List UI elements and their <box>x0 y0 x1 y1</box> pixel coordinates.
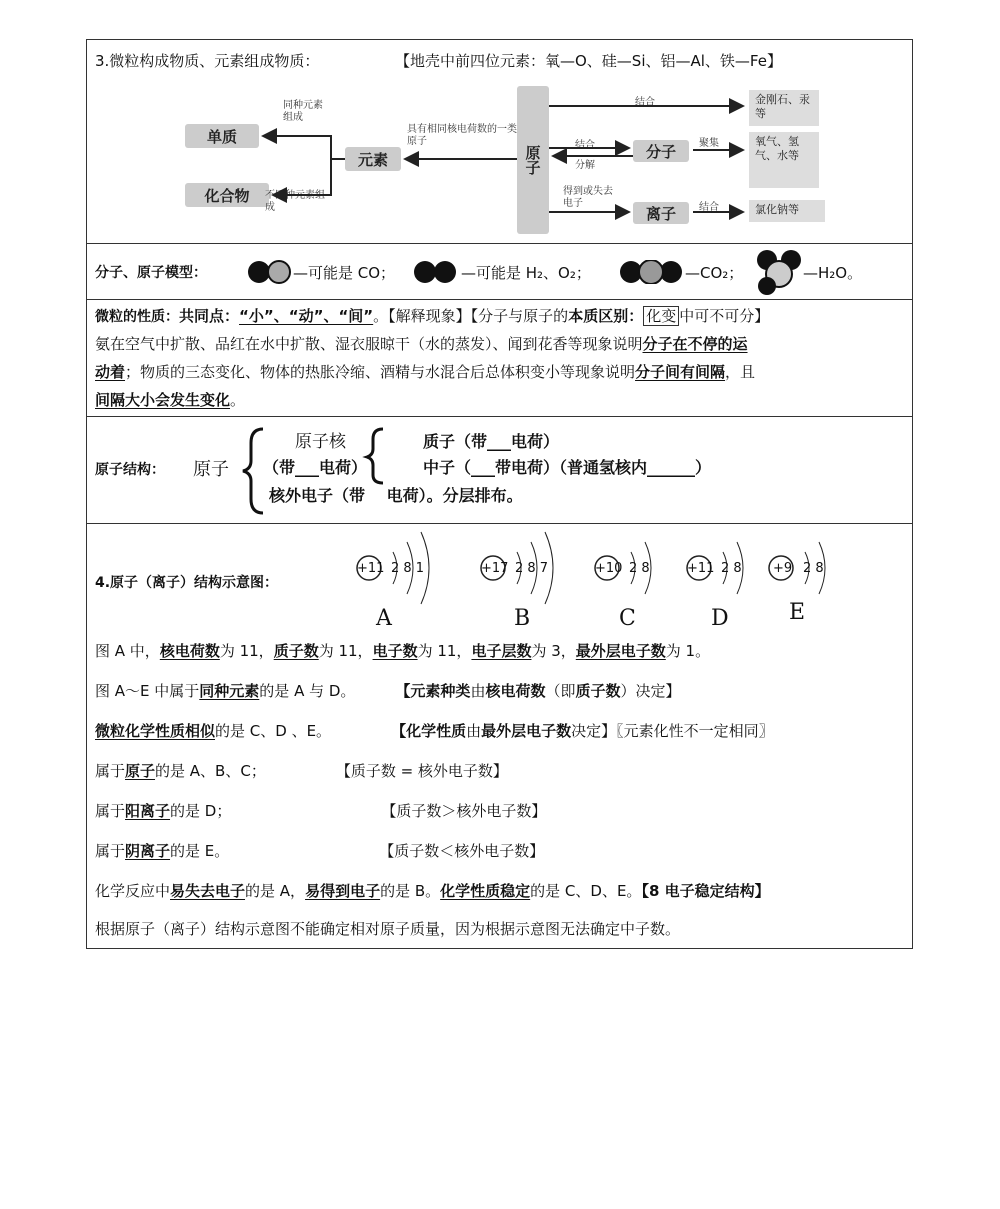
electrons: 核外电子（带 电荷）。分层排布。 <box>269 486 523 505</box>
diagram-arrows <box>87 40 914 244</box>
text: 的是 D； <box>170 802 232 820</box>
nuclear-charge: 核电荷数 <box>159 642 220 660</box>
cation: 阳离子 <box>125 802 171 820</box>
proton-count: 质子数 <box>575 682 621 700</box>
label-same-charge: 具有相同核电荷数的一类原子 <box>407 124 517 147</box>
line-cation <box>95 800 546 821</box>
text: 为 11， <box>417 642 472 660</box>
model-co: —可能是 CO； <box>293 264 396 282</box>
gap-conj: ，且 <box>725 363 756 381</box>
text: 的是 E。 <box>170 842 230 860</box>
element-type: 【元素种类 <box>395 682 471 700</box>
text: 的是 A、B、C； <box>155 762 266 780</box>
text: （即 <box>545 682 576 700</box>
section-properties <box>87 300 912 417</box>
text: 为 11， <box>219 642 274 660</box>
text: 化学反应中 <box>95 882 171 900</box>
element-box: 元素 <box>345 147 401 171</box>
diagram-label: B <box>514 606 531 631</box>
nuclear-charge: 核电荷数 <box>485 682 546 700</box>
nucleus-charge: +11 <box>687 561 715 576</box>
section-title: 4.原子（离子）结构示意图： <box>95 575 279 591</box>
essential-diff: 本质区别 <box>568 307 629 325</box>
text: 的是 A 与 D。 <box>259 682 356 700</box>
section-atom-structure <box>87 417 912 524</box>
nucleus-charge: +9 <box>773 561 793 576</box>
text: 由 <box>470 682 486 700</box>
text: 决定】〖元素化性不一定相同〗 <box>571 722 774 740</box>
text: 为 1。 <box>665 642 711 660</box>
co2-model-icon <box>619 260 685 284</box>
shell-electrons: 2 8 <box>803 561 824 576</box>
text: 由 <box>466 722 482 740</box>
nucleus-charge: +10 <box>595 561 623 576</box>
text: 的是 A， <box>245 882 306 900</box>
nucleus-charge: （带___电荷） <box>263 458 368 477</box>
label-decompose: 分解 <box>575 160 595 171</box>
molecules-moving-end: 动着 <box>95 363 126 381</box>
common-points: “小”、“动”、“间” <box>239 307 374 325</box>
atom-label: 原子 <box>193 459 229 480</box>
section-structure-diagrams <box>87 524 912 948</box>
nucleus-charge: +11 <box>357 561 385 576</box>
period: 。 <box>230 391 246 409</box>
product-nacl: 氯化钠等 <box>749 200 825 222</box>
section-title: 原子结构： <box>95 462 165 478</box>
compound-box: 化合物 <box>185 183 269 207</box>
line-atom <box>95 760 508 781</box>
text: 图 A～E 中属于 <box>95 682 200 700</box>
text: 的是 C、D、E。 <box>530 882 642 900</box>
nucleus: 原子核 <box>295 432 346 452</box>
h2o-model-icon <box>755 248 805 296</box>
molecule-gaps: 分子间有间隔 <box>635 363 726 381</box>
model-h2-o2: —可能是 H₂、O₂； <box>461 264 591 282</box>
text: ）决定】 <box>620 682 681 700</box>
proton-count: 质子数 <box>273 642 319 660</box>
properties-line-4 <box>95 386 245 414</box>
shell-electrons: 2 8 <box>629 561 650 576</box>
line-similar-properties <box>95 720 774 741</box>
gains-electrons: 易得到电子 <box>305 882 381 900</box>
gap-text: ；物质的三态变化、物体的热胀冷缩、酒精与水混合后总体积变小等现象说明 <box>125 363 636 381</box>
line-reactivity <box>95 880 770 901</box>
divisible-text: 中可不可分】 <box>679 307 770 325</box>
line-mass-note: 根据原子（离子）结构示意图不能确定相对原子质量，因为根据示意图无法确定中子数。 <box>95 920 681 938</box>
molecules-moving: 分子在不停的运 <box>642 335 748 353</box>
label-combine-1: 结合 <box>635 97 655 108</box>
rule: 【质子数 = 核外电子数】 <box>335 762 508 780</box>
anion: 阴离子 <box>125 842 171 860</box>
text: 属于 <box>95 762 126 780</box>
model-h2o: —H₂O。 <box>803 264 863 282</box>
shell-electrons: 2 8 1 <box>391 561 425 576</box>
proton: 质子（带___电荷） <box>423 432 560 451</box>
section-particles-elements <box>87 40 912 244</box>
atom: 原子 <box>125 762 156 780</box>
common-label: 共同点： <box>179 307 240 325</box>
shell-electrons: 2 8 <box>721 561 742 576</box>
text: 的是 B。 <box>380 882 441 900</box>
section-title: 分子、原子模型： <box>95 265 207 281</box>
outer-electrons: 最外层电子数 <box>481 722 572 740</box>
section-models <box>87 244 912 300</box>
text: 为 11， <box>318 642 373 660</box>
shell-electrons: 2 8 7 <box>515 561 549 576</box>
diagram-label: E <box>789 600 806 625</box>
neutron: 中子（___带电荷）（普通氢核内______） <box>423 458 712 477</box>
rule: 【质子数＜核外电子数】 <box>379 842 545 860</box>
text: 属于 <box>95 842 126 860</box>
rule: 【质子数＞核外电子数】 <box>381 802 547 820</box>
nucleus-charge: +17 <box>481 561 509 576</box>
label-gather: 聚集 <box>699 138 719 149</box>
properties-line-1 <box>95 302 769 331</box>
electron-count: 电子数 <box>372 642 418 660</box>
octet-rule: 【8 电子稳定结构】 <box>641 882 770 900</box>
elemental-box: 单质 <box>185 124 259 148</box>
atom-box: 原子 <box>517 86 549 234</box>
label-combine-3: 结合 <box>699 202 719 213</box>
text: 为 3， <box>531 642 576 660</box>
diagram-label: A <box>376 606 392 631</box>
section-title: 微粒的性质： <box>95 309 179 325</box>
line-same-element <box>95 680 681 701</box>
label-combine-2: 结合 <box>575 140 595 151</box>
same-element: 同种元素 <box>199 682 260 700</box>
diagram-label: D <box>711 606 729 631</box>
text: 图 A 中， <box>95 642 160 660</box>
shell-count: 电子层数 <box>471 642 532 660</box>
label-gain-lose: 得到或失去电子 <box>563 186 613 209</box>
text: 的是 C、D 、E。 <box>215 722 332 740</box>
explain-text: 。【解释现象】【分子与原子的 <box>373 307 569 325</box>
label-diff-kind: 不同种元素组成 <box>265 190 325 213</box>
chemical-properties: 【化学性质 <box>391 722 467 740</box>
gap-changes: 间隔大小会发生变化 <box>95 391 231 409</box>
properties-line-2 <box>95 330 748 358</box>
model-co2: —CO₂； <box>685 264 744 282</box>
diagram-label: C <box>619 606 636 631</box>
properties-line-3 <box>95 358 755 386</box>
stable: 化学性质稳定 <box>440 882 531 900</box>
co-model-icon <box>247 260 295 284</box>
ion-box: 离子 <box>633 202 689 224</box>
line-a-details <box>95 640 710 661</box>
label-same-kind: 同种元素组成 <box>283 100 323 123</box>
chem-change-box: 化变 <box>643 306 679 326</box>
line-anion <box>95 840 544 861</box>
crust-elements: 【地壳中前四位元素：氧—O、硅—Si、铝—Al、铁—Fe】 <box>395 52 782 70</box>
similar-properties: 微粒化学性质相似 <box>95 722 216 740</box>
outer-electrons: 最外层电子数 <box>575 642 666 660</box>
colon: ： <box>628 307 644 325</box>
notes-table <box>86 39 913 949</box>
diatomic-model-icon <box>413 260 461 284</box>
text: 属于 <box>95 802 126 820</box>
diffusion-text: 氨在空气中扩散、品红在水中扩散、湿衣服晾干（水的蒸发）、闻到花香等现象说明 <box>95 335 643 353</box>
product-diamond: 金刚石、汞等 <box>749 90 819 126</box>
section-title: 3.微粒构成物质、元素组成物质： <box>95 52 320 70</box>
molecule-box: 分子 <box>633 140 689 162</box>
product-oxygen: 氧气、氢气、水等 <box>749 132 819 188</box>
loses-electrons: 易失去电子 <box>170 882 246 900</box>
